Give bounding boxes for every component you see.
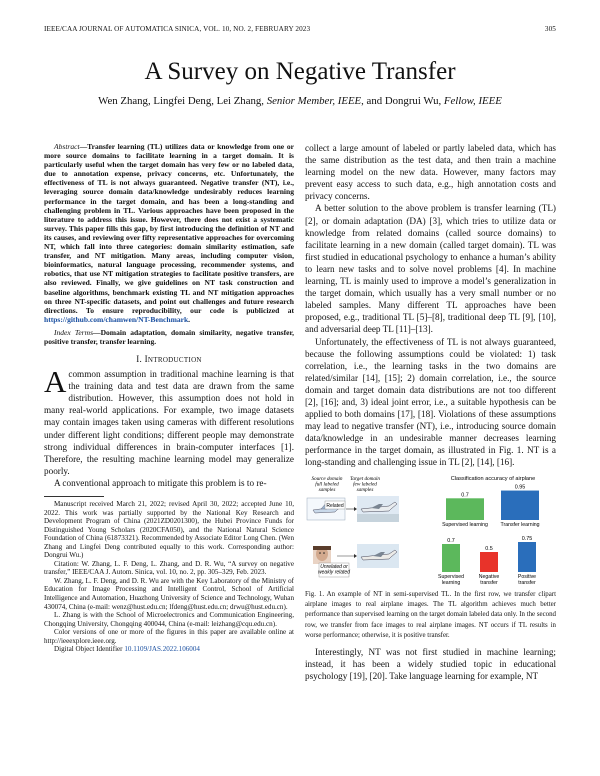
index-terms: Index Terms—Domain adaptation, domain similarity, negative transfer, positive transfer, transfer learning. (44, 327, 294, 346)
real-airplane-image (357, 496, 399, 522)
real-airplane-image-2 (357, 544, 399, 568)
left-column (44, 142, 294, 654)
footnote-manuscript: Manuscript received March 21, 2022; revised April 30, 2022; accepted June 10, 2022. This work was partially supported by the National Key Research and Development Program of China (2021ZD0201300), the Hubei Province Funds for Distinguished Young Scholars (2020CFA050), and the National Natural Science Foundation of China (61873321). Recommended by Associate Editor Long Chen. (Wen Zhang and Lingfei Deng contributed equally to this work. Corresponding author: Dongrui Wu.) (44, 500, 294, 560)
section-heading-introduction: I. INTRODUCTION (136, 354, 202, 365)
page-number: 305 (544, 25, 556, 33)
drop-cap: A (44, 364, 67, 400)
intro-paragraph-2: A conventional approach to mitigate this problem is to re- (54, 477, 267, 488)
author-list: Wen Zhang, Lingfei Deng, Lei Zhang, Senior Member, IEEE, and Dongrui Wu, Fellow, IEEE (98, 95, 502, 107)
bar-category-label: Positive transfer (517, 573, 537, 586)
footnote-rule (44, 496, 104, 497)
abstract: Abstract—Transfer learning (TL) utilizes data or knowledge from one or more source domains to facilitate learning in a target domain. It is particularly useful when the target domain has very few or no labeled data, due to annotation expense, privacy concerns, etc. Unfortunately, the effectiveness of TL is not always guaranteed. Negative transfer (NT), i.e., leveraging source domain data/knowledge undesirably reduces learning performance in the target domain, and has been a long-standing and challenging problem in TL. Various approaches have been proposed in the literature to address this issue. However, there does not exist a systematic survey. This paper fills this gap, by first introducing the definition of NT and its causes, and reviewing over fifty representative approaches for overcoming NT, which fall into three categories: domain similarity estimation, safe transfer, and NT mitigation. Many areas, including computer vision, bioinformatics, natural language processing, recommender systems, and robotics, that use NT mitigation strategies to facilitate positive transfers, are also reviewed. Finally, we give guidelines on NT task construction and baseline algorithms, benchmark existing TL and NT mitigation approaches on three NT-specific datasets, and point out challenges and future research directions. To ensure reproducibility, our code is publicized at https://github.com/chamwen/NT-Benchmark. (44, 142, 294, 324)
bar-supervised-learning (442, 544, 460, 572)
bar-positive-transfer (518, 542, 536, 572)
body-paragraph-3: Unfortunately, the effectiveness of TL is not always guaranteed, because the following assumptions could be violated: 1) task correlation, i.e., the learning tasks in the two domains are related/similar [14], [15]; 2) domain correlation, i.e., the source domain and target domain data distributions are not too different [2], [16]; and, 3) ideal joint error, i.e., a suitable hypothesis can be applied to both domains [17], [18]. Violations of these assumptions may lead to negative transfer (NT), i.e., introducing source domain data/knowledge in an undesirable manner decreases learning performance in the target domain, as illustrated in Fig. 1. NT is a long-standing and challenging issue in TL [2], [14], [16]. (305, 336, 556, 468)
bar-category-label: Negative transfer (478, 573, 500, 586)
bar-negative-transfer (480, 552, 498, 572)
figure-1-caption: Fig. 1. An example of NT in semi-supervised TL. In the first row, we transfer clipart airplane images to real airplane images. The TL algorithm achieves much better performance than supervised learning on the target domain labeled data only. In the second row, we transfer from face images to real airplane images. NT occurs if TL results in worse performance; otherwise, it is positive transfer. (305, 590, 556, 640)
accuracy-chart-related (442, 484, 540, 527)
intro-paragraph-1: Acommon assumption in traditional machine learning is that the training data and test data are drawn from the same distribution. However, this assumption does not hold in many real-world applications. For example, two image datasets may contain images taken using cameras with different resolutions under different light conditions; different people may demonstrate strong individual differences in brain-computer interfaces [1]. Therefore, the resulting machine learning model may generalize poorly. (44, 364, 294, 476)
running-header: IEEE/CAA JOURNAL OF AUTOMATICA SINICA, VOL. 10, NO. 2, FEBRUARY 2023 (44, 25, 311, 33)
doi-link[interactable]: 10.1109/JAS.2022.106004 (124, 645, 200, 654)
related-label: Related (326, 502, 344, 509)
figure-1-svg (305, 474, 556, 588)
body-paragraph-2: A better solution to the above problem is transfer learning (TL) [2], or domain adaptation (DA) [3], which tries to utilize data or knowledge from related domains (called source domains) to facilitate learning in a new domain (called target domain). TL was first studied in educational psychology to enhance a human’s ability to learn new tasks and to solve novel problems [4]. In machine learning, TL is mainly used to improve a model’s generalization in the target domain, which usually has a very small number or no labeled samples. Many different TL approaches have been proposed, e.g., traditional TL [5]–[8], traditional deep TL [9], [10], and adversarial deep TL [11]–[13]. (305, 203, 556, 335)
accuracy-chart-unrelated (438, 536, 536, 586)
source-domain-label: Source domain full labeled samples (311, 475, 343, 493)
paper-title: A Survey on Negative Transfer (144, 58, 456, 85)
footnote-doi: Digital Object Identifier 10.1109/JAS.2022.106004 (54, 645, 200, 654)
bar-value-label: 0.75 (521, 535, 533, 542)
bar-supervised-learning (446, 498, 484, 520)
body-paragraph-4: Interestingly, NT was not first studied in machine learning; instead, it has been a widely studied topic in educational psychology [19], [20]. Take language learning for example, NT (305, 646, 556, 681)
bar-value-label: 0.5 (485, 545, 493, 552)
face-image (313, 546, 331, 564)
unrelated-label: Unrelated or weakly related (318, 563, 350, 576)
bar-value-label: 0.95 (514, 484, 526, 491)
bar-value-label: 0.7 (461, 491, 469, 498)
bar-value-label: 0.7 (447, 537, 455, 544)
right-column (305, 142, 556, 682)
chart-title: Classification accuracy of airplane (450, 475, 536, 482)
bar-category-label: Transfer learning (500, 521, 540, 528)
body-paragraph-1: collect a large amount of labeled or partly labeled data, which has the same distribution as the test data, and then train a machine learning model on the new data. However, many factors may prevent easy access to such data, e.g., high annotation costs and privacy concerns. (305, 143, 556, 202)
code-link[interactable]: https://github.com/chamwen/NT-Benchmark (44, 314, 189, 324)
figure-1 (305, 474, 556, 588)
footnote-affiliation-1: W. Zhang, L. F. Deng, and D. R. Wu are with the Key Laboratory of the Ministry of Education for Image Processing and Intelligent Control, School of Artificial Intelligence and Automation, Huazhong University of Science and Technology, Wuhan 430074, China (e-mail: wenz@hust.edu.cn; lfdeng@hust.edu.cn; drwu@hust.edu.cn). (44, 576, 294, 611)
bar-category-label: Supervised learning (438, 573, 464, 586)
target-domain-label: Target domain few labeled samples (349, 475, 381, 493)
footnote-citation: Citation: W. Zhang, L. F. Deng, L. Zhang, and D. R. Wu, “A survey on negative transfer,” IEEE/CAA J. Autom. Sinica, vol. 10, no. 2, pp. 305–329, Feb. 2023. (44, 559, 294, 577)
footnote-color: Color versions of one or more of the figures in this paper are available online at http://ieeexplore.ieee.org. (44, 628, 294, 645)
bar-transfer-learning (501, 490, 539, 519)
bar-category-label: Supervised learning (442, 521, 488, 528)
footnote-affiliation-2: L. Zhang is with the School of Microelectronics and Communication Engineering, Chongqing University, Chongqing 400044, China (e-mail: leizhang@cqu.edu.cn). (44, 611, 294, 628)
